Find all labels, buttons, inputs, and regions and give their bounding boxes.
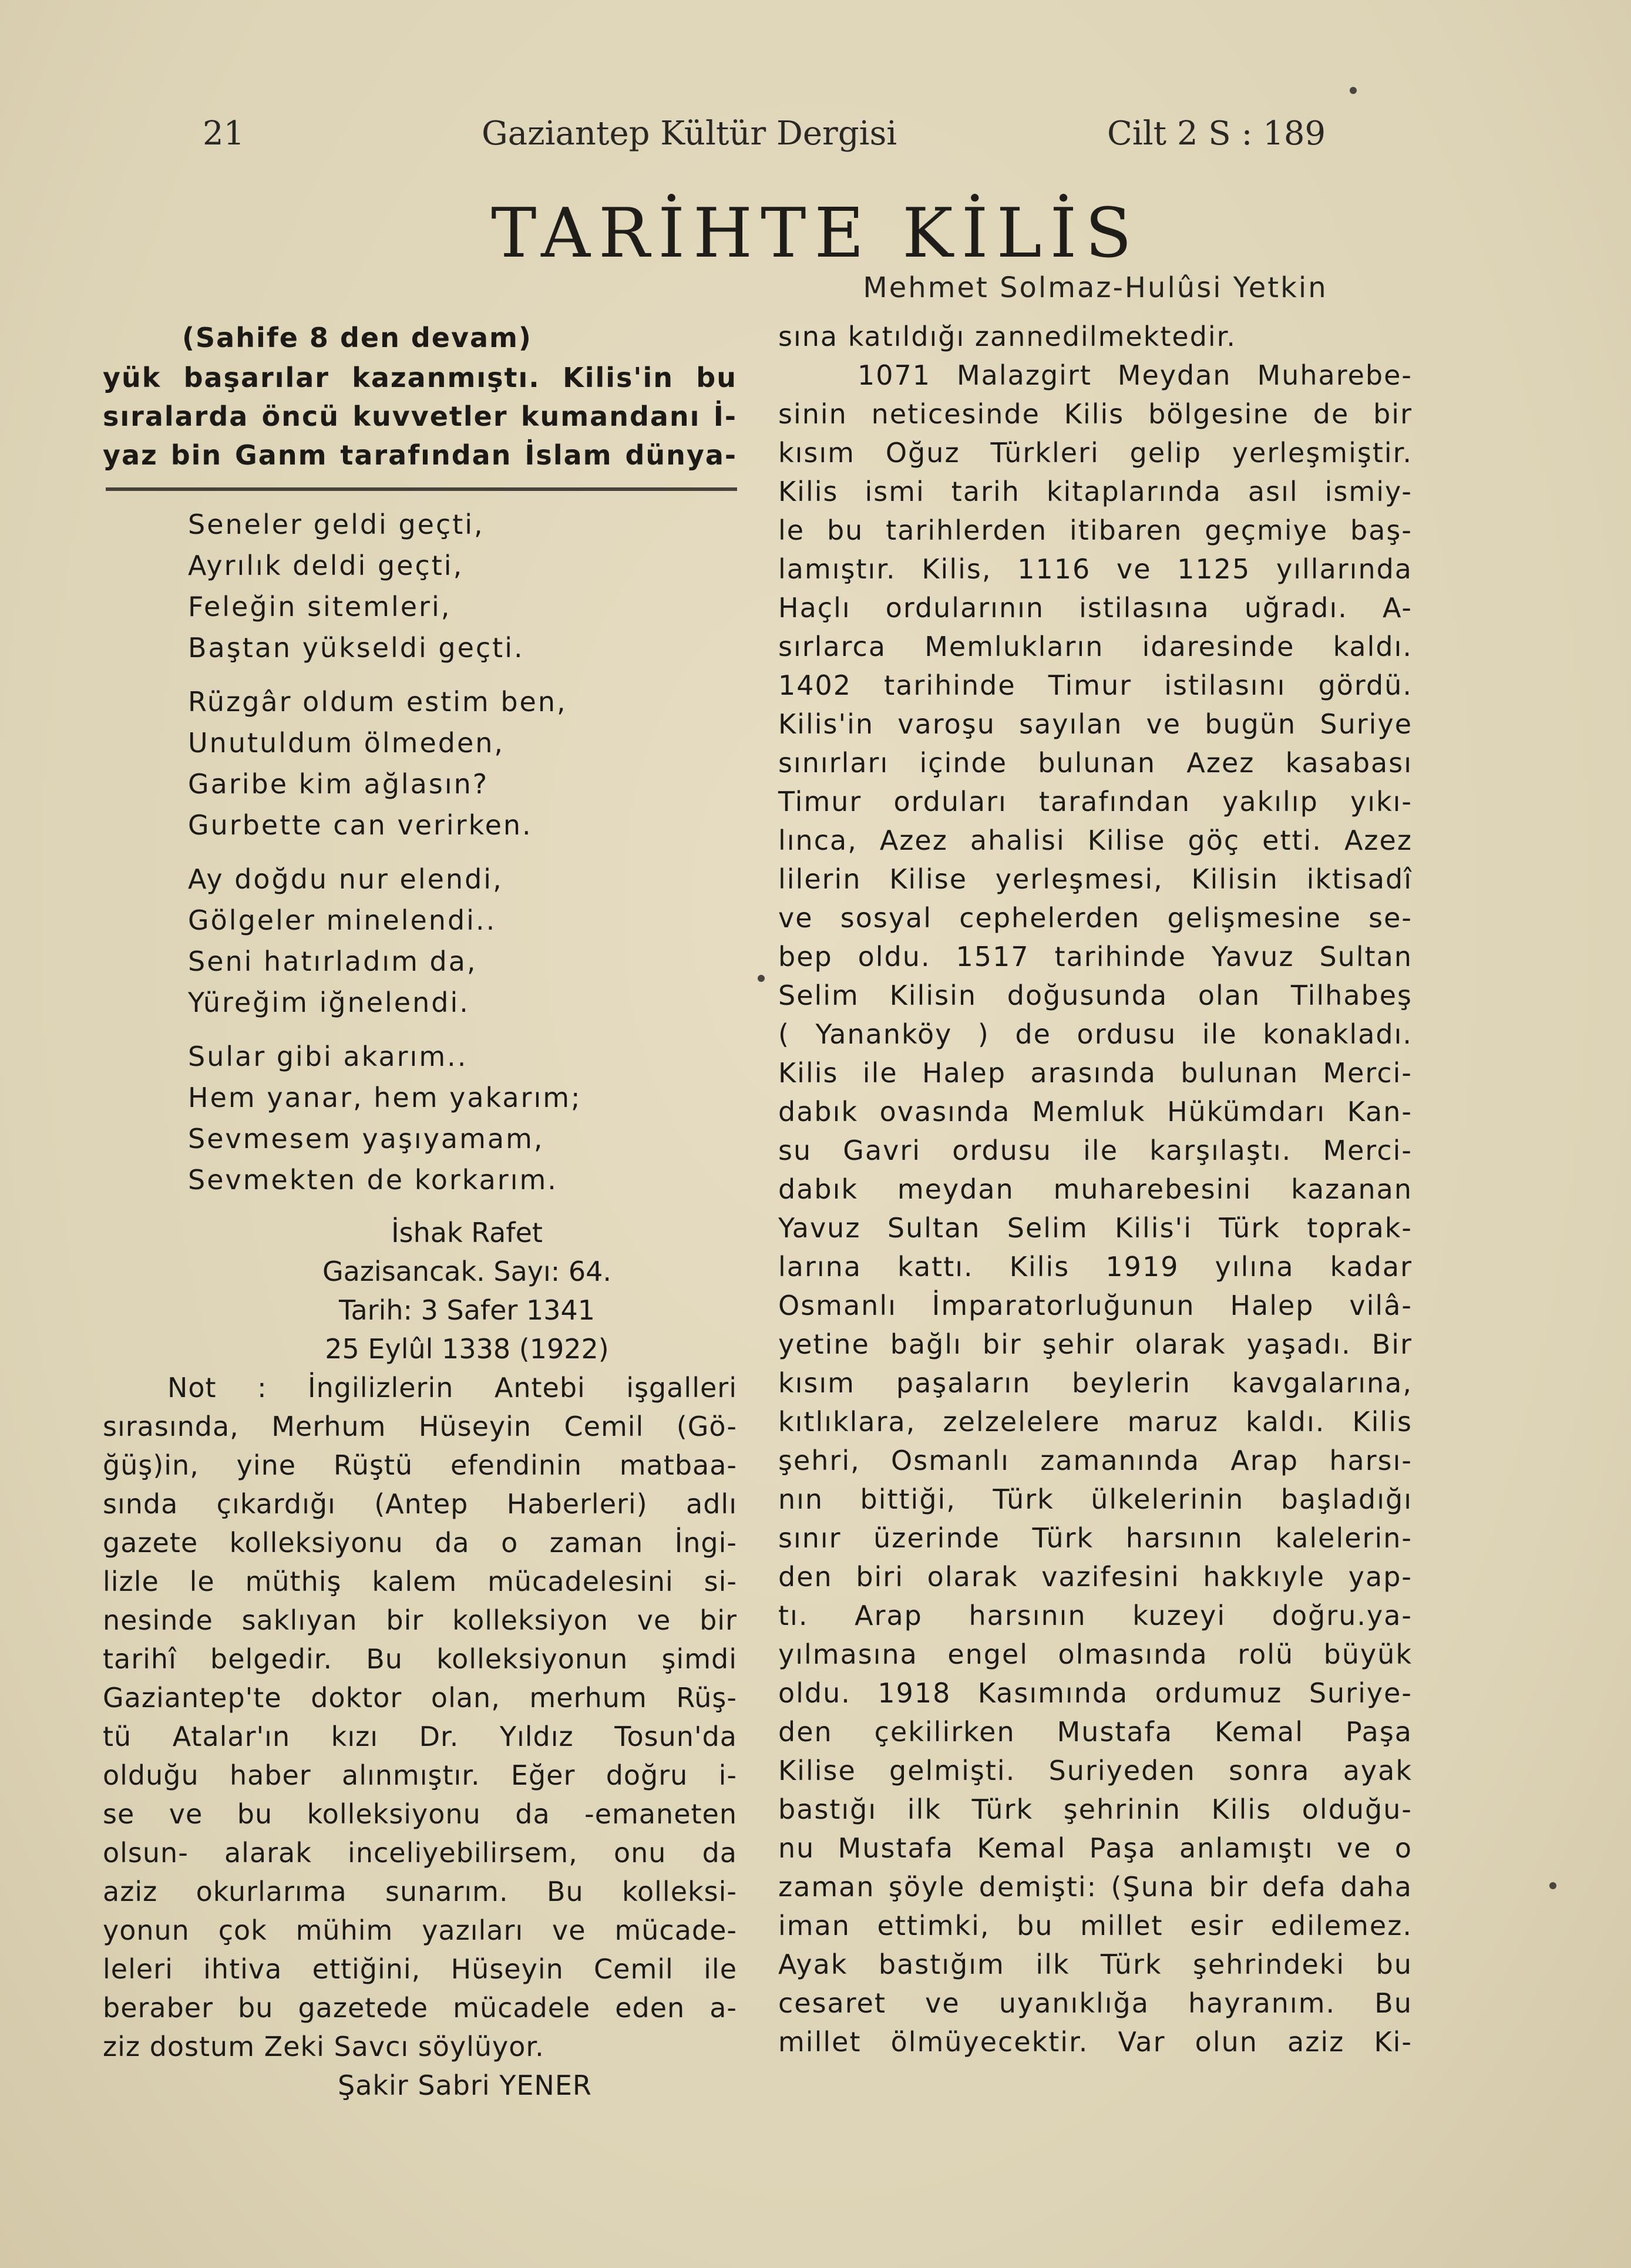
- intro-line: yük başarılar kazanmıştı. Kilis'in bu: [103, 362, 737, 393]
- body-line: 1402 tarihinde Timur istilasını gördü.: [778, 669, 1413, 701]
- poem-line: Gölgeler minelendi..: [188, 904, 497, 936]
- body-line: kısım Oğuz Türkleri gelip yerleşmiştir.: [778, 437, 1413, 469]
- ink-speck: [1549, 1882, 1556, 1889]
- note-line: se ve bu kolleksiyonu da -emaneten: [103, 1798, 737, 1830]
- body-line: nu Mustafa Kemal Paşa anlamıştı ve o: [778, 1832, 1413, 1864]
- ink-speck: [1350, 87, 1357, 94]
- body-line: bastığı ilk Türk şehrinin Kilis olduğu-: [778, 1793, 1413, 1825]
- poem-line: Baştan yükseldi geçti.: [188, 632, 524, 664]
- body-line: sınırları içinde bulunan Azez kasabası: [778, 747, 1413, 779]
- body-line: kıtlıklara, zelzelelere maruz kaldı. Kilis: [778, 1406, 1413, 1438]
- poem-line: Sular gibi akarım..: [188, 1041, 468, 1072]
- body-line: tı. Arap harsının kuzeyi doğru.ya-: [778, 1600, 1413, 1631]
- body-line: nın bittiği, Türk ülkelerinin başladığı: [778, 1483, 1413, 1515]
- poet-name: İshak Rafet: [391, 1217, 543, 1249]
- source-date: 25 Eylûl 1338 (1922): [325, 1333, 609, 1365]
- note-line: tarihî belgedir. Bu kolleksiyonun şimdi: [103, 1643, 737, 1675]
- volume-issue: Cilt 2 S : 189: [1107, 115, 1326, 153]
- body-line: zaman şöyle demişti: (Şuna bir defa daha: [778, 1871, 1413, 1903]
- poem-stanza: [188, 504, 737, 668]
- body-line: Ayak bastığım ilk Türk şehrindeki bu: [778, 1949, 1413, 1980]
- body-line: ( Yananköy ) de ordusu ile konakladı.: [778, 1018, 1413, 1050]
- body-line: iman ettimki, bu millet esir edilemez.: [778, 1910, 1413, 1941]
- poem-line: Ayrılık deldi geçti,: [188, 550, 464, 581]
- article-authors: Mehmet Solmaz-Hulûsi Yetkin: [863, 271, 1328, 304]
- body-line: Kilis ile Halep arasında bulunan Merci-: [778, 1057, 1413, 1089]
- note-line: Not : İngilizlerin Antebi işgalleri: [167, 1372, 737, 1404]
- note-line: sında çıkardığı (Antep Haberleri) adlı: [103, 1488, 737, 1520]
- note-line: yonun çok mühim yazıları ve mücade-: [103, 1914, 737, 1946]
- poem-stanza: [188, 1036, 737, 1200]
- note-line: lizle le müthiş kalem mücadelesini si-: [103, 1566, 737, 1597]
- body-line: su Gavri ordusu ile karşılaştı. Merci-: [778, 1135, 1413, 1166]
- body-line: le bu tarihlerden itibaren geçmiye baş-: [778, 514, 1413, 546]
- body-line: lamıştır. Kilis, 1116 ve 1125 yıllarında: [778, 553, 1413, 585]
- continued-note: (Sahife 8 den devam): [182, 322, 532, 354]
- poem-stanza: [188, 859, 737, 1023]
- body-line: larına kattı. Kilis 1919 yılına kadar: [778, 1251, 1413, 1283]
- poem-line: Gurbette can verirken.: [188, 809, 533, 841]
- body-line: şehri, Osmanlı zamanında Arap harsı-: [778, 1445, 1413, 1476]
- body-line: Osmanlı İmparatorluğunun Halep vilâ-: [778, 1290, 1413, 1321]
- body-line: Yavuz Sultan Selim Kilis'i Türk toprak-: [778, 1212, 1413, 1244]
- body-line: yetine bağlı bir şehir olarak yaşadı. Bir: [778, 1328, 1413, 1360]
- poem-line: Rüzgâr oldum estim ben,: [188, 686, 567, 718]
- poem: [103, 504, 737, 1200]
- body-line: Haçlı ordularının istilasına uğradı. A-: [778, 592, 1413, 624]
- body-line: kısım paşaların beylerin kavgalarına,: [778, 1367, 1413, 1399]
- editor-note: [103, 1368, 737, 2105]
- body-line: Selim Kilisin doğusunda olan Tilhabeş: [778, 980, 1413, 1011]
- body-line: Kilis ismi tarih kitaplarında asıl ismiy-: [778, 476, 1413, 507]
- poem-line: Seneler geldi geçti,: [188, 509, 485, 540]
- page-header: [0, 115, 1631, 161]
- section-divider: [106, 487, 737, 491]
- poem-line: Seni hatırladım da,: [188, 945, 477, 977]
- page-number: 21: [203, 115, 245, 153]
- intro-line: sıralarda öncü kuvvetler kumandanı İ-: [103, 401, 737, 432]
- body-line: Timur orduları tarafından yakılıp yıkı-: [778, 786, 1413, 817]
- body-line: yılmasına engel olmasında rolü büyük: [778, 1638, 1413, 1670]
- note-line: beraber bu gazetede mücadele eden a-: [103, 1992, 737, 2024]
- note-line: olsun- alarak inceliyebilirsem, onu da: [103, 1837, 737, 1869]
- body-line: lınca, Azez ahalisi Kilise göç etti. Azez: [778, 825, 1413, 856]
- poem-line: Yüreğim iğnelendi.: [188, 987, 470, 1018]
- ink-speck: [758, 975, 765, 982]
- intro-line: yaz bin Ganm tarafından İslam dünya-: [103, 439, 737, 471]
- body-line: cesaret ve uyanıklığa hayranım. Bu: [778, 1987, 1413, 2019]
- poem-signature: [103, 1213, 737, 1368]
- right-column: [778, 317, 1413, 2061]
- note-line: aziz okurlarıma sunarım. Bu kolleksi-: [103, 1876, 737, 1907]
- note-line: sırasında, Merhum Hüseyin Cemil (Gö-: [103, 1411, 737, 1442]
- note-line: leleri ihtiva ettiğini, Hüseyin Cemil ile: [103, 1953, 737, 1985]
- body-line: Kilise gelmişti. Suriyeden sonra ayak: [778, 1755, 1413, 1786]
- body-line: ve sosyal cephelerden gelişmesine se-: [778, 902, 1413, 934]
- body-line: oldu. 1918 Kasımında ordumuz Suriye-: [778, 1677, 1413, 1709]
- body-line: sinin neticesinde Kilis bölgesine de bir: [778, 398, 1413, 430]
- body-line: sırlarca Memlukların idaresinde kaldı.: [778, 631, 1413, 662]
- poem-line: Feleğin sitemleri,: [188, 591, 452, 622]
- body-line: dabık ovasında Memluk Hükümdarı Kan-: [778, 1096, 1413, 1128]
- body-line: sınır üzerinde Türk harsının kalelerin-: [778, 1522, 1413, 1554]
- body-line: den çekilirken Mustafa Kemal Paşa: [778, 1716, 1413, 1748]
- body-line: dabık meydan muharebesini kazanan: [778, 1173, 1413, 1205]
- body-line: bep oldu. 1517 tarihinde Yavuz Sultan: [778, 941, 1413, 973]
- note-line: olduğu haber alınmıştır. Eğer doğru i-: [103, 1759, 737, 1791]
- magazine-name: Gaziantep Kültür Dergisi: [482, 115, 897, 153]
- body-line: Kilis'in varoşu sayılan ve bugün Suriye: [778, 708, 1413, 740]
- article-title: TARİHTE KİLİS: [491, 194, 1140, 273]
- body-line: lilerin Kilise yerleşmesi, Kilisin iktisadî: [778, 863, 1413, 895]
- body-line: sına katıldığı zannedilmektedir.: [778, 321, 1236, 352]
- source-line: Gazisancak. Sayı: 64.: [322, 1256, 612, 1287]
- left-column: [103, 317, 737, 2105]
- poem-line: Sevmekten de korkarım.: [188, 1164, 558, 1196]
- body-line: 1071 Malazgirt Meydan Muharebe-: [857, 359, 1413, 391]
- body-line: den biri olarak vazifesini hakkıyle yap-: [778, 1561, 1413, 1593]
- source-date: Tarih: 3 Safer 1341: [338, 1294, 595, 1326]
- note-line: ğüş)in, yine Rüştü efendinin matbaa-: [103, 1449, 737, 1481]
- note-line: nesinde saklıyan bir kolleksiyon ve bir: [103, 1604, 737, 1636]
- note-line: gazete kolleksiyonu da o zaman İngi-: [103, 1527, 737, 1559]
- poem-line: Sevmesem yaşıyamam,: [188, 1123, 544, 1155]
- poem-line: Unutuldum ölmeden,: [188, 727, 505, 759]
- poem-line: Hem yanar, hem yakarım;: [188, 1082, 582, 1113]
- note-line: Gaziantep'te doktor olan, merhum Rüş-: [103, 1682, 737, 1714]
- note-author: Şakir Sabri YENER: [338, 2070, 592, 2101]
- note-line: ziz dostum Zeki Savcı söylüyor.: [103, 2031, 544, 2062]
- body-line: millet ölmüyecektir. Var olun aziz Ki-: [778, 2026, 1413, 2058]
- poem-line: Ay doğdu nur elendi,: [188, 863, 503, 895]
- poem-stanza: [188, 681, 737, 846]
- poem-line: Garibe kim ağlasın?: [188, 768, 489, 800]
- note-line: tü Atalar'ın kızı Dr. Yıldız Tosun'da: [103, 1721, 737, 1752]
